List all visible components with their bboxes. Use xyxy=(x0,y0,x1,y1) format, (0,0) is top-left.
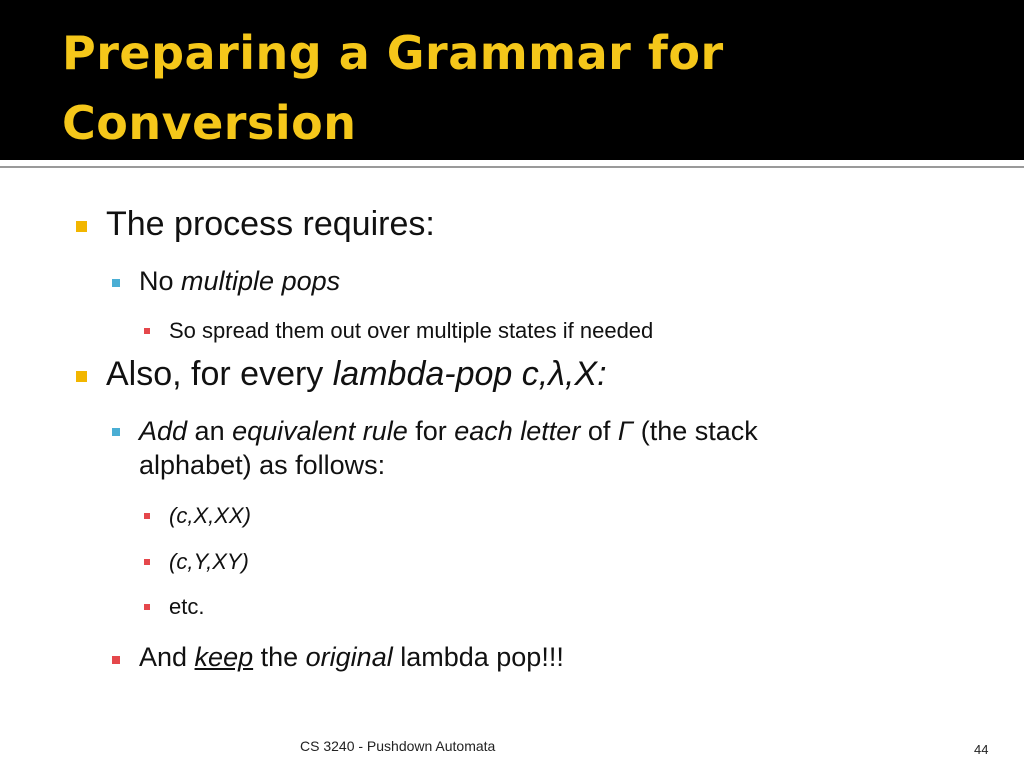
bullet-process-requires: The process requires: xyxy=(106,205,435,243)
text-segment: alphabet) as follows: xyxy=(139,450,386,480)
bullet-square-icon xyxy=(76,221,87,232)
bullet-square-icon xyxy=(76,371,87,382)
bullet-spread-out: So spread them out over multiple states if needed xyxy=(169,318,654,343)
bullet-no-multiple-pops xyxy=(139,266,340,297)
bullet-rule-cyxy xyxy=(169,549,249,575)
title-bar xyxy=(0,0,1024,160)
bullet-square-icon xyxy=(112,428,120,436)
bullet-square-icon xyxy=(144,513,150,519)
text-segment: of xyxy=(580,416,618,446)
bullet-square-icon xyxy=(144,328,150,334)
text-emphasis: Add xyxy=(139,416,188,446)
text-emphasis: multiple pops xyxy=(181,266,341,296)
slide-title-line-1: Preparing a Grammar for xyxy=(62,26,724,80)
text-emphasis: (c,Y,XY) xyxy=(169,549,249,574)
text-emphasis: equivalent rule xyxy=(232,416,408,446)
slide-footer: CS 3240 - Pushdown Automata xyxy=(300,738,496,754)
text-segment: for xyxy=(407,416,455,446)
text-emphasis: (c,X,XX) xyxy=(169,503,251,528)
bullet-square-icon xyxy=(112,279,120,287)
text-emphasis: original xyxy=(305,642,393,672)
bullet-square-icon xyxy=(144,604,150,610)
text-emphasis: each letter xyxy=(454,416,581,446)
slide-title-line-2: Conversion xyxy=(62,96,357,150)
text-segment: the xyxy=(253,642,306,672)
text-segment: No xyxy=(139,266,182,296)
bullet-keep-original xyxy=(139,642,564,673)
text-segment: lambda pop!!! xyxy=(392,642,564,672)
text-segment: And xyxy=(139,642,195,672)
text-emphasis: Γ xyxy=(617,416,634,446)
bullet-square-icon xyxy=(112,656,120,664)
text-segment: an xyxy=(187,416,233,446)
page-number: 44 xyxy=(974,742,989,757)
text-segment: Also, for every xyxy=(106,355,333,393)
text-segment: (the stack xyxy=(633,416,758,446)
bullet-rule-cxxx xyxy=(169,503,251,529)
bullet-add-equivalent-rule xyxy=(139,414,939,482)
text-emphasis: lambda-pop c,λ,X: xyxy=(332,355,607,393)
bullet-lambda-pop xyxy=(106,355,607,394)
bullet-square-icon xyxy=(144,559,150,565)
bullet-etc: etc. xyxy=(169,594,205,619)
text-emphasis: keep xyxy=(194,642,254,672)
